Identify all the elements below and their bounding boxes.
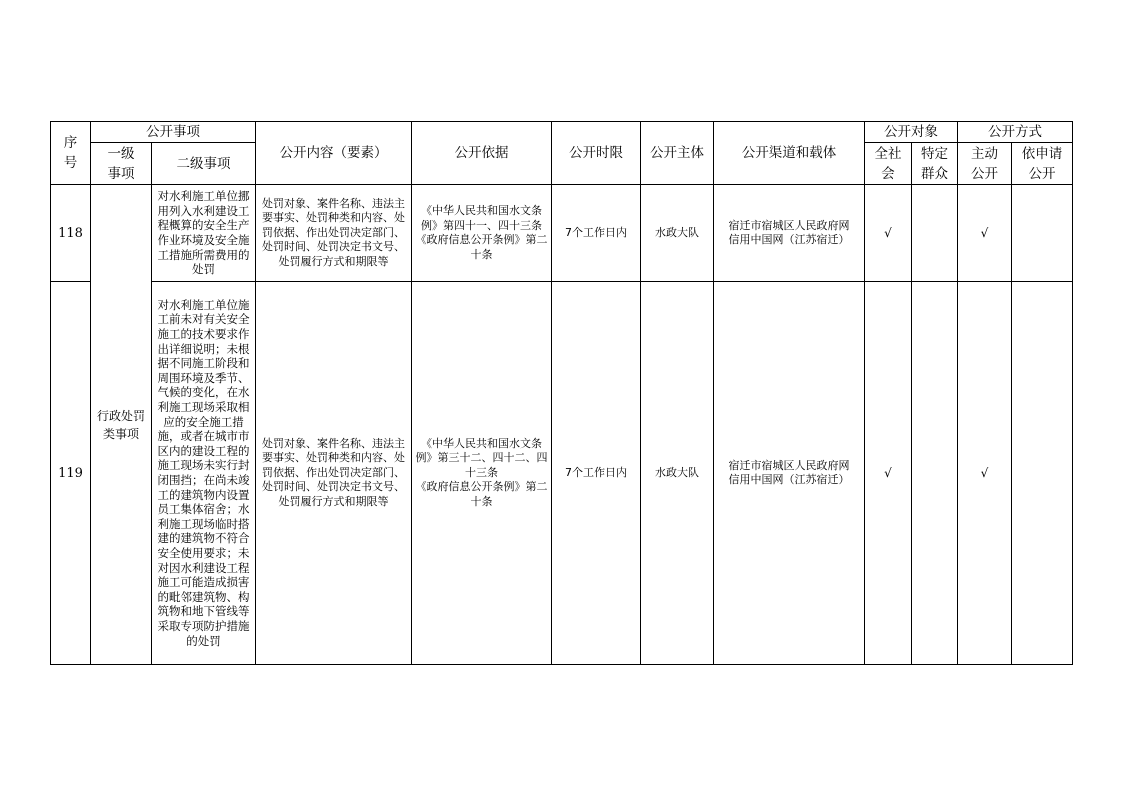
header-level1-label: 一级事项 — [107, 145, 135, 182]
category-label: 行政处罚类事项 — [97, 408, 146, 441]
header-basis: 公开依据 — [412, 122, 552, 185]
header-target-specific-label: 特定群众 — [921, 145, 948, 182]
header-method-request — [1012, 143, 1073, 185]
row-time-limit: 7个工作日内 — [552, 185, 641, 282]
row-specific-check — [912, 185, 958, 282]
category-cell — [91, 185, 152, 665]
row-basis — [412, 185, 552, 282]
row-channel-line: 信用中国网（江苏宿迁） — [728, 233, 850, 246]
row-time-limit: 7个工作日内 — [552, 282, 641, 665]
row-channel — [714, 282, 865, 665]
row-basis — [412, 282, 552, 665]
header-method: 公开方式 — [958, 122, 1073, 143]
header-target-all — [865, 143, 912, 185]
header-seq — [51, 122, 91, 185]
header-time-limit: 公开时限 — [552, 122, 641, 185]
header-subject: 公开主体 — [641, 122, 714, 185]
row-channel-line: 信用中国网（江苏宿迁） — [728, 473, 850, 486]
row-basis-line: 《政府信息公开条例》第二十条 — [415, 480, 548, 508]
disclosure-table — [50, 121, 1073, 665]
header-method-active-label: 主动公开 — [971, 145, 998, 182]
header-content: 公开内容（要素） — [256, 122, 412, 185]
table-row — [51, 185, 1073, 282]
row-active-check: √ — [958, 282, 1012, 665]
row-content: 处罚对象、案件名称、违法主要事实、处罚种类和内容、处罚依据、作出处罚决定部门、处罚时间、处罚决定书文号、处罚履行方式和期限等 — [256, 282, 412, 665]
row-subject: 水政大队 — [641, 185, 714, 282]
row-active-check: √ — [958, 185, 1012, 282]
row-basis-line: 《中华人民共和国水文条例》第四十一、四十三条 — [421, 204, 542, 232]
row-request-check — [1012, 185, 1073, 282]
header-matters: 公开事项 — [91, 122, 256, 143]
row-basis-line: 《政府信息公开条例》第二十条 — [415, 233, 548, 261]
table-row — [51, 282, 1073, 665]
header-target-specific — [912, 143, 958, 185]
header-target-all-label: 全社会 — [874, 145, 902, 182]
header-method-request-label: 依申请公开 — [1021, 145, 1063, 182]
row-seq: 119 — [51, 282, 91, 665]
header-level1 — [91, 143, 152, 185]
header-method-active — [958, 143, 1012, 185]
header-seq-label: 序号 — [63, 135, 78, 171]
row-request-check — [1012, 282, 1073, 665]
row-content: 处罚对象、案件名称、违法主要事实、处罚种类和内容、处罚依据、作出处罚决定部门、处罚时间、处罚决定书文号、处罚履行方式和期限等 — [256, 185, 412, 282]
row-channel — [714, 185, 865, 282]
row-all-society-check: √ — [865, 185, 912, 282]
row-item: 对水利施工单位挪用列入水利建设工程概算的安全生产作业环境及安全施工措施所需费用的处罚 — [152, 185, 256, 282]
row-subject: 水政大队 — [641, 282, 714, 665]
row-specific-check — [912, 282, 958, 665]
row-item: 对水利施工单位施工前未对有关安全施工的技术要求作出详细说明；未根据不同施工阶段和周围环境及季节、气候的变化，在水利施工现场采取相应的安全施工措施，或者在城市市区内的建设工程的施工现场未实行封闭围挡；在尚未竣工的建筑物内设置员工集体宿舍；水利施工现场临时搭建的建筑物不符合安全使用要求；未对因水利建设工程施工可能造成损害的毗邻建筑物、构筑物和地下管线等采取专项防护措施的处罚 — [152, 282, 256, 665]
row-channel-line: 宿迁市宿城区人民政府网 — [728, 218, 850, 232]
row-channel-line: 宿迁市宿城区人民政府网 — [728, 458, 850, 472]
row-all-society-check: √ — [865, 282, 912, 665]
row-basis-line: 《中华人民共和国水文条例》第三十二、四十二、四十三条 — [415, 436, 548, 479]
header-level2: 二级事项 — [152, 143, 256, 185]
row-seq: 118 — [51, 185, 91, 282]
header-channel: 公开渠道和载体 — [714, 122, 865, 185]
header-target: 公开对象 — [865, 122, 958, 143]
